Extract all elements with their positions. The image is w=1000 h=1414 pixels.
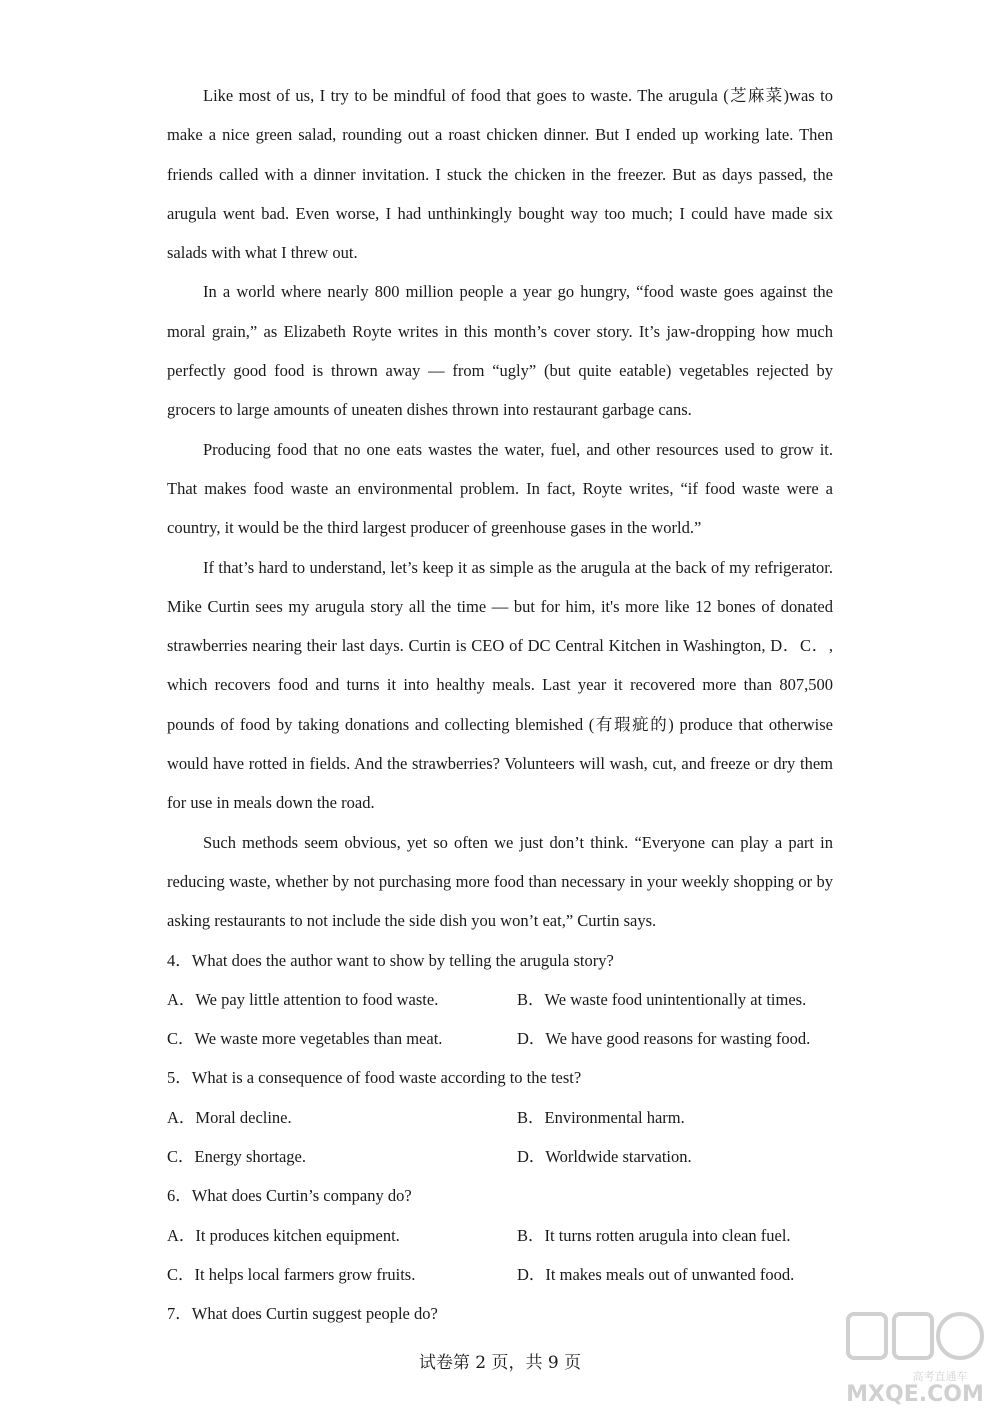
- passage-paragraph: Like most of us, I try to be mindful of food that goes to waste. The arugula (芝麻菜)was to make a nice green salad, rounding out a roast chicken dinner. But I ended up working late. Then friends called with a dinner invitation. I stuck the chicken in the freezer. But as days passed, the arugula went bad. Even worse, I had unthinkingly bought way too much; I could have made six salads with what I threw out.: [167, 86, 833, 263]
- question-stem: 5．What is a consequence of food waste according to the test?: [167, 1068, 582, 1088]
- option-b: B．We waste food unintentionally at times.: [517, 989, 807, 1009]
- passage-paragraph: Producing food that no one eats wastes the water, fuel, and other resources used to grow it. That makes food waste an environmental problem. In fact, Royte writes, “if food waste were a country, it would be the third largest producer of greenhouse gases in the world.”: [167, 439, 833, 538]
- option-a: A．We pay little attention to food waste.: [167, 989, 439, 1009]
- passage-paragraph: Such methods seem obvious, yet so often we just don’t think. “Everyone can play a part in reducing waste, whether by not purchasing more food than necessary in your weekly shopping or by asking restaurants to not include the side dish you won’t eat,” Curtin says.: [167, 832, 833, 931]
- page-footer: 试卷第 2 页，共 9 页: [418, 1353, 582, 1373]
- watermark-logo: [840, 1306, 990, 1406]
- reading-passage: [167, 76, 833, 941]
- question-5: [167, 1058, 833, 1176]
- watermark-subtext: 高考直通车: [912, 1370, 968, 1383]
- option-d: D．Worldwide starvation.: [517, 1147, 692, 1167]
- question-stem: 4．What does the author want to show by telling the arugula story?: [167, 950, 614, 970]
- passage-paragraph: If that’s hard to understand, let’s keep it as simple as the arugula at the back of my refrigerator. Mike Curtin sees my arugula story all the time — but for him, it's more like 12 bones of donated strawberries nearing their last days. Curtin is CEO of DC Central Kitchen in Washington, D．C．, which recovers food and turns it into healthy meals. Last year it recovered more than 807,500 pounds of food by taking donations and collecting blemished (有瑕疵的) produce that otherwise would have rotted in fields. And the strawberries? Volunteers will wash, cut, and freeze or dry them for use in meals down the road.: [167, 557, 833, 813]
- option-c: C．Energy shortage.: [167, 1147, 307, 1167]
- question-stem: 7．What does Curtin suggest people do?: [167, 1304, 438, 1324]
- watermark-text: MXQE.COM: [846, 1382, 984, 1406]
- page-content: [167, 76, 833, 1334]
- question-4: [167, 941, 833, 1059]
- answer-options: [167, 1216, 833, 1295]
- passage-paragraph: In a world where nearly 800 million people a year go hungry, “food waste goes against the moral grain,” as Elizabeth Royte writes in this month’s cover story. It’s jaw-dropping how much perfectly good food is thrown away — from “ugly” (but quite eatable) vegetables rejected by grocers to large amounts of uneaten dishes thrown into restaurant garbage cans.: [167, 282, 833, 420]
- question-7: [167, 1294, 833, 1333]
- option-d: D．We have good reasons for wasting food.: [517, 1029, 811, 1049]
- option-c: C．It helps local farmers grow fruits.: [167, 1264, 416, 1284]
- option-b: B．Environmental harm.: [517, 1107, 685, 1127]
- answer-options: [167, 1098, 833, 1177]
- option-b: B．It turns rotten arugula into clean fuel.: [517, 1225, 791, 1245]
- option-c: C．We waste more vegetables than meat.: [167, 1029, 443, 1049]
- answer-options: [167, 980, 833, 1059]
- question-stem: 6．What does Curtin’s company do?: [167, 1186, 412, 1206]
- option-a: A．Moral decline.: [167, 1107, 292, 1127]
- option-a: A．It produces kitchen equipment.: [167, 1225, 400, 1245]
- question-6: [167, 1176, 833, 1294]
- option-d: D．It makes meals out of unwanted food.: [517, 1264, 795, 1284]
